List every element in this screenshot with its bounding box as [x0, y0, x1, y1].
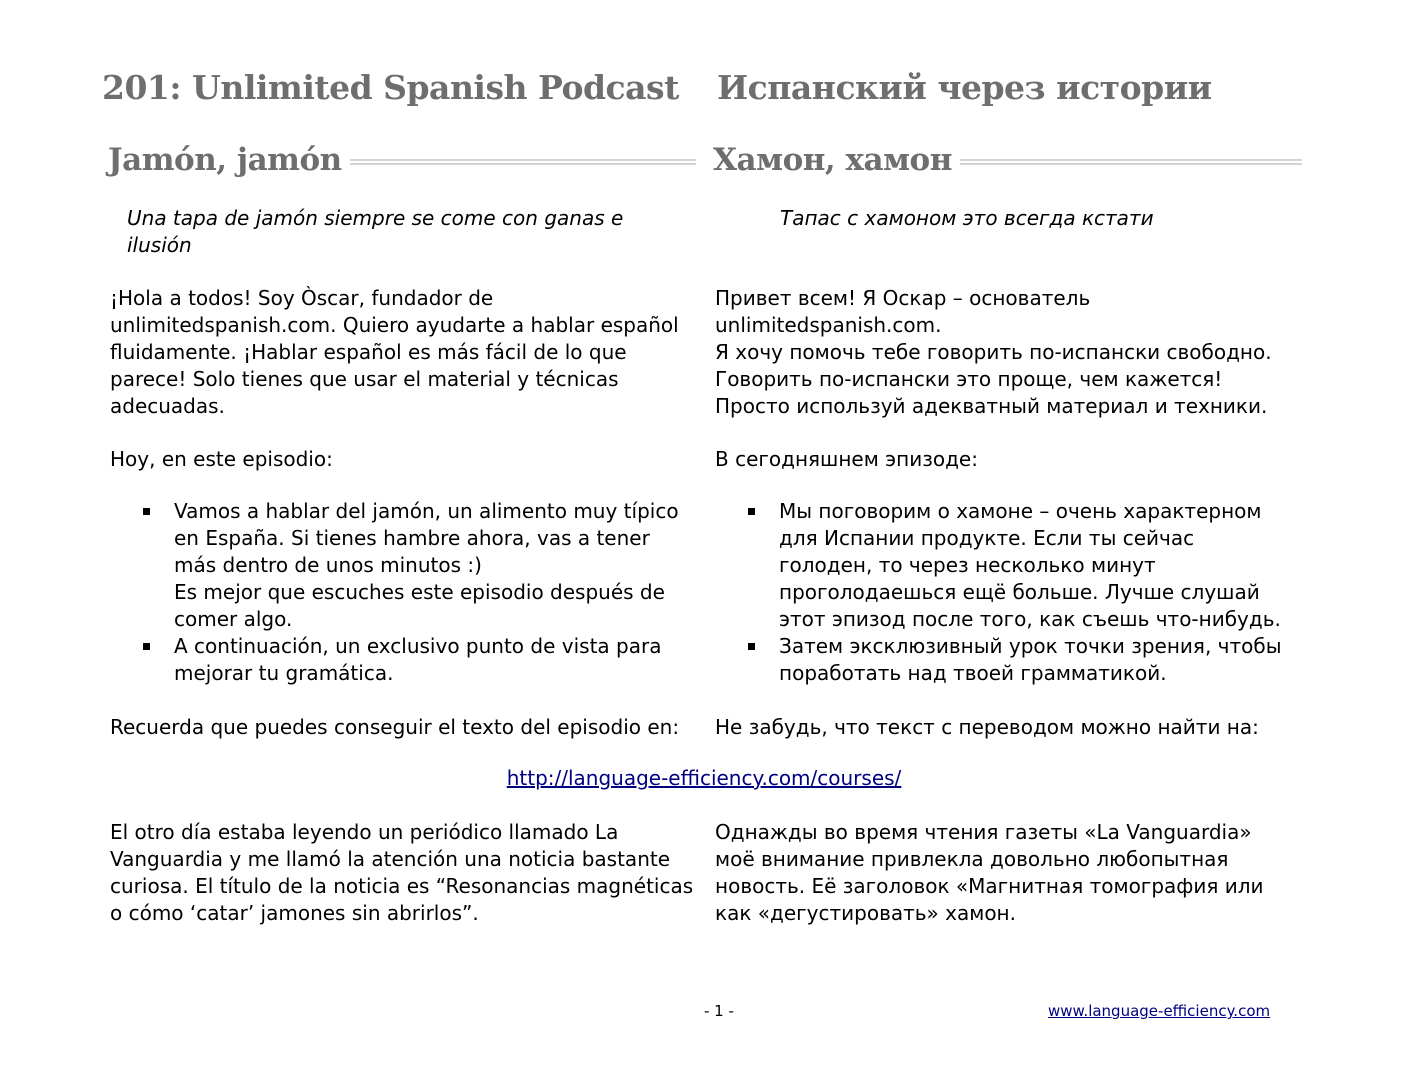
podcast-title: 201: Unlimited Spanish Podcast [102, 68, 679, 107]
today-heading-russian: В сегодняшнем эпизоде: [715, 447, 978, 471]
intro-paragraph: ¡Hola a todos! Soy Òscar, fundador de unlimitedspanish.com. Quiero ayudarte a hablar español fluidamente. ¡Hablar español es más fácil de lo que parece! Solo tienes que usar el material y técnicas adecuadas. [110, 286, 679, 418]
bullet-icon [748, 643, 755, 650]
section-heading-left [108, 142, 696, 178]
section-title-russian: Хамон, хамон [713, 142, 952, 178]
story-paragraph: El otro día estaba leyendo un periódico llamado La Vanguardia y me llamó la atención una noticia bastante curiosa. El título de la noticia es “Resonancias magnéticas o cómo ‘catar’ jamones sin abrirlos”. [110, 820, 694, 925]
section-title: Jamón, jamón [108, 142, 342, 178]
list-item [110, 498, 694, 633]
list-item [110, 633, 694, 687]
text-availability-note: Recuerda que puedes conseguir el texto del episodio en: [110, 715, 680, 739]
bullet-icon [748, 508, 755, 515]
list-item-text: Vamos a hablar del jamón, un alimento muy típico en España. Si tienes hambre ahora, vas a tener más dentro de unos minutos :) Es mejor que escuches este episodio después de comer algo. [174, 499, 679, 631]
heading-rule [960, 159, 1302, 165]
heading-rule [350, 159, 696, 165]
list-item-text: Затем эксклюзивный урок точки зрения, чтобы поработать над твоей грамматикой. [779, 634, 1282, 685]
story-paragraph-russian: Однажды во время чтения газеты «La Vanguardia» моё внимание привлекла довольно любопытная новость. Её заголовок «Магнитная томография или как «дегустировать» хамон. [715, 820, 1264, 925]
episode-subtitle: Una tapa de jamón siempre se come con ganas e ilusión [127, 206, 624, 257]
page-number: - 1 - [704, 1002, 734, 1020]
list-item-text: A continuación, un exclusivo punto de vista para mejorar tu gramática. [174, 634, 662, 685]
bullet-icon [143, 643, 150, 650]
section-heading-right [713, 142, 1302, 178]
today-heading: Hoy, en este episodio: [110, 447, 333, 471]
episode-subtitle-russian: Тапас с хамоном это всегда кстати [780, 206, 1154, 230]
bullet-icon [143, 508, 150, 515]
list-item [715, 498, 1291, 633]
website-link[interactable]: www.language-efficiency.com [1048, 1002, 1271, 1020]
episode-topics-list [110, 498, 694, 687]
episode-topics-list-russian [715, 498, 1291, 687]
list-item [715, 633, 1291, 687]
podcast-title-russian: Испанский через истории [717, 68, 1212, 107]
intro-paragraph-russian: Привет всем! Я Оскар – основатель unlimitedspanish.com. Я хочу помочь тебе говорить по-испански свободно. Говорить по-испански это проще, чем кажется! Просто используй адекватный материал и техники. [715, 286, 1272, 418]
courses-link[interactable]: http://language-efficiency.com/courses/ [506, 766, 902, 790]
text-availability-note-russian: Не забудь, что текст с переводом можно найти на: [715, 715, 1259, 739]
list-item-text: Мы поговорим о хамоне – очень характерном для Испании продукте. Если ты сейчас голоден, то через несколько минут проголодаешься ещё больше. Лучше слушай этот эпизод после того, как съешь что-нибудь. [779, 499, 1281, 631]
